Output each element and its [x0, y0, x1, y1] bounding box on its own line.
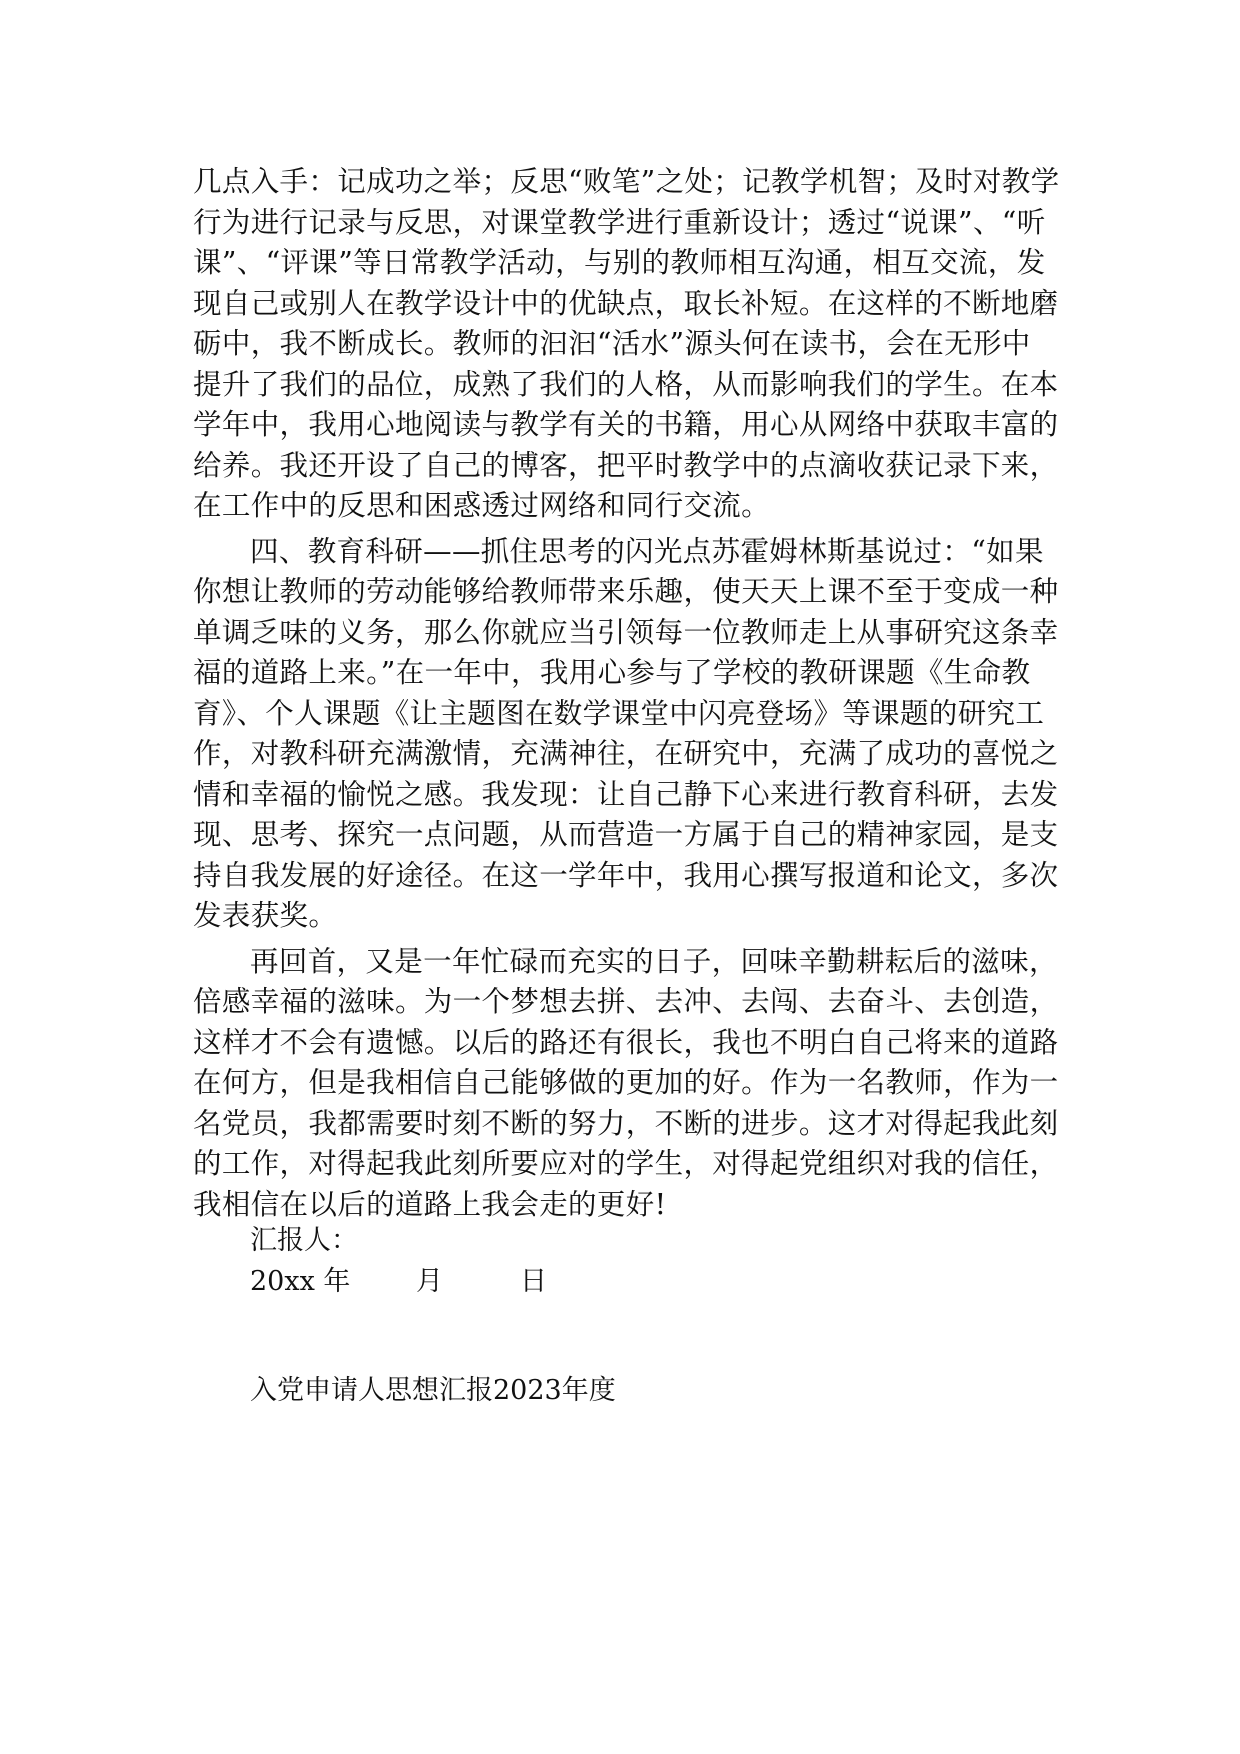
signature-label: 汇报人： — [250, 1225, 358, 1256]
paragraph-line: 在何方，但是我相信自己能够做的更加的好。作为一名教师，作为一 — [193, 1066, 1059, 1099]
paragraph-line: 单调乏味的义务，那么你就应当引领每一位教师走上从事研究这条幸 — [193, 615, 1059, 649]
paragraph-line: 在工作中的反思和困惑透过网络和同行交流。 — [193, 489, 771, 522]
paragraph-2 — [193, 532, 1059, 937]
paragraph-line: 作，对教科研充满激情，充满神往，在研究中，充满了成功的喜悦之 — [193, 737, 1059, 770]
signature-month: 月 — [416, 1266, 443, 1297]
paragraph-line: 倍感幸福的滋味。为一个梦想去拼、去冲、去闯、去奋斗、去创造， — [193, 985, 1059, 1018]
paragraph-line: 再回首，又是一年忙碌而充实的日子，回味辛勤耕耘后的滋味， — [250, 944, 1058, 978]
paragraph-line: 课”、“评课”等日常教学活动，与别的教师相互沟通，相互交流，发 — [193, 246, 1046, 279]
paragraph-1 — [193, 162, 1060, 527]
paragraph-line: 名党员，我都需要时刻不断的努力，不断的进步。这才对得起我此刻 — [193, 1106, 1059, 1140]
paragraph-line: 四、教育科研——抓住思考的闪光点苏霍姆林斯基说过：“如果 — [250, 534, 1044, 568]
paragraph-line: 发表获奖。 — [193, 899, 338, 932]
signature-year: 20xx 年 — [250, 1266, 351, 1297]
paragraph-line: 现自己或别人在教学设计中的优缺点，取长补短。在这样的不断地磨 — [193, 286, 1059, 320]
paragraph-line: 情和幸福的愉悦之感。我发现：让自己静下心来进行教育科研，去发 — [193, 777, 1059, 811]
paragraph-line: 行为进行记录与反思，对课堂教学进行重新设计；透过“说课”、“听 — [193, 205, 1046, 239]
paragraph-line: 的工作，对得起我此刻所要应对的学生，对得起党组织对我的信任， — [193, 1147, 1059, 1180]
paragraph-line: 福的道路上来。”在一年中，我用心参与了学校的教研课题《生命教 — [193, 656, 1031, 689]
paragraph-line: 提升了我们的品位，成熟了我们的人格，从而影响我们的学生。在本 — [193, 367, 1059, 401]
paragraph-line: 你想让教师的劳动能够给教师带来乐趣，使天天上课不至于变成一种 — [193, 575, 1059, 608]
paragraph-line: 我相信在以后的道路上我会走的更好! — [193, 1187, 667, 1221]
signature-day: 日 — [520, 1266, 547, 1297]
paragraph-line: 这样才不会有遗憾。以后的路还有很长，我也不明白自己将来的道路 — [193, 1025, 1059, 1059]
paragraph-line: 学年中，我用心地阅读与教学有关的书籍，用心从网络中获取丰富的 — [193, 408, 1059, 441]
document-body — [193, 162, 1060, 1225]
paragraph-line: 几点入手：记成功之举；反思“败笔”之处；记教学机智；及时对教学 — [193, 165, 1060, 198]
paragraph-line: 砺中，我不断成长。教师的汩汩“活水”源头何在读书，会在无形中 — [193, 327, 1031, 360]
paragraph-line: 持自我发展的好途径。在这一学年中，我用心撰写报道和论文，多次 — [193, 858, 1059, 892]
signature-date — [250, 1262, 547, 1301]
paragraph-line: 现、思考、探究一点问题，从而营造一方属于自己的精神家园，是支 — [193, 818, 1059, 851]
paragraph-line: 育》、个人课题《让主题图在数学课堂中闪亮登场》等课题的研究工 — [193, 696, 1045, 730]
footer-title: 入党申请人思想汇报2023年度 — [250, 1375, 616, 1406]
paragraph-line: 给养。我还开设了自己的博客，把平时教学中的点滴收获记录下来， — [193, 448, 1059, 482]
paragraph-3 — [193, 942, 1059, 1226]
